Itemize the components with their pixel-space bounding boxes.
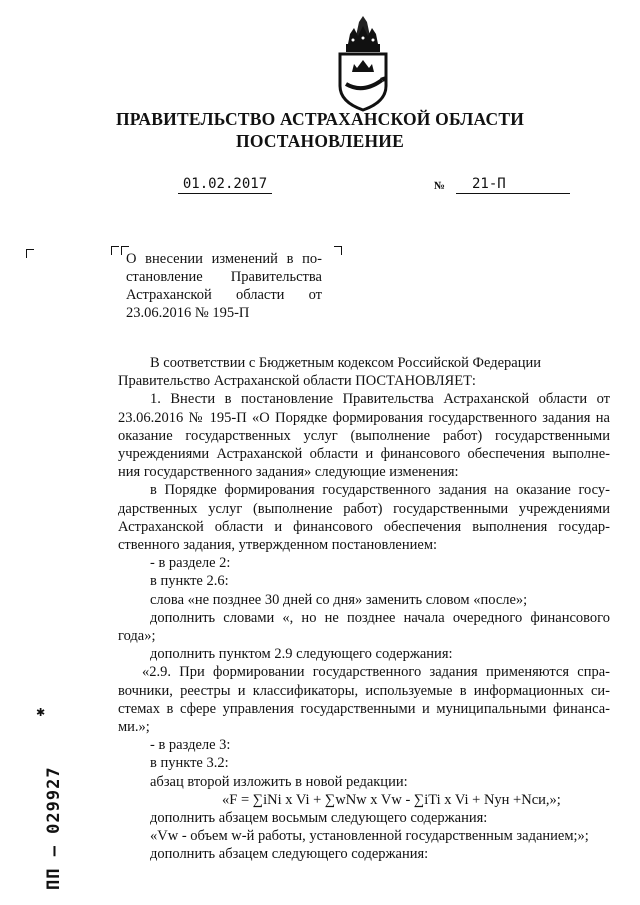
body-line: «Vw - объем w-й работы, установленной государственным заданием;»; <box>150 828 589 845</box>
corner-mark-subject-left-a <box>111 246 119 255</box>
body-line: в пункте 2.6: <box>150 573 229 590</box>
body-line: ми.»; <box>118 719 150 736</box>
body-line: - в разделе 3: <box>150 737 231 754</box>
body-line: В соответствии с Бюджетным кодексом Российской Федерации <box>150 355 542 371</box>
subject-line: О внесении изменений в по- <box>126 251 322 267</box>
corner-mark-subject-right <box>334 246 342 255</box>
body-line: ственного задания, утвержденном постановлением: <box>118 537 438 554</box>
body-line: стемах в сфере управления государственными и муниципальными финанса- <box>118 700 610 717</box>
government-title: ПРАВИТЕЛЬСТВО АСТРАХАНСКОЙ ОБЛАСТИ <box>115 109 525 129</box>
body-line: учреждениями Астраханской области и финансового обеспечения выполне- <box>118 446 610 463</box>
formula-line: «F = ∑iNi x Vi + ∑wNw x Vw - ∑iTi x Vi + Nун +Nси,»; <box>222 791 561 808</box>
body-line: слова «не позднее 30 дней со дня» заменить словом «после»; <box>150 591 528 608</box>
side-asterisk-mark: ✱ <box>36 707 46 719</box>
document-header <box>0 108 640 152</box>
body-line: дополнить словами «, но не позднее начала очередного финансового <box>150 609 610 626</box>
body-line: года»; <box>118 628 156 645</box>
body-line: в пункте 3.2: <box>150 755 229 772</box>
registration-code-text: ПП – 029927 <box>44 766 64 890</box>
body-line: дополнить пунктом 2.9 следующего содержания: <box>150 646 453 663</box>
body-line: «2.9. При формировании государственного задания применяются спра- <box>142 664 610 681</box>
corner-mark-left <box>26 249 34 258</box>
document-body <box>118 354 610 864</box>
body-line: вочники, реестры и классификаторы, используемые в информационных си- <box>118 682 610 699</box>
body-line: Астраханской области и финансового обеспечения выполнения государ- <box>118 518 610 535</box>
body-line: 1. Внести в постановление Правительства Астраханской области от <box>150 391 610 408</box>
body-line: дополнить абзацем следующего содержания: <box>150 846 429 863</box>
body-line: ния государственного задания» следующие изменения: <box>118 464 459 481</box>
subject-line: становление Правительства <box>126 269 322 285</box>
body-line: - в разделе 2: <box>150 555 231 572</box>
body-line: абзац второй изложить в новой редакции: <box>150 773 408 790</box>
document-date: 01.02.2017 <box>178 176 272 194</box>
body-line: 23.06.2016 № 195-П «О Порядке формирования государственного задания на <box>118 409 610 426</box>
document-number: 21-П <box>456 176 570 194</box>
body-line: дополнить абзацем восьмым следующего содержания: <box>150 810 488 827</box>
number-sign: № <box>434 180 446 192</box>
subject-line: 23.06.2016 № 195-П <box>126 305 250 321</box>
body-line: оказание государственных услуг (выполнение работ) государственными <box>118 427 610 444</box>
document-subject <box>126 250 322 322</box>
document-type-title: ПОСТАНОВЛЕНИЕ <box>236 131 404 151</box>
body-line: дарственных услуг (выполнение работ) государственными учреждениями <box>118 500 610 517</box>
body-line: в Порядке формирования государственного задания на оказание госу- <box>150 482 610 499</box>
body-line: Правительство Астраханской области ПОСТАНОВЛЯЕТ: <box>118 373 476 390</box>
side-registration-code <box>34 695 64 890</box>
coat-of-arms-emblem <box>326 14 400 114</box>
subject-line: Астраханской области от <box>126 287 322 303</box>
